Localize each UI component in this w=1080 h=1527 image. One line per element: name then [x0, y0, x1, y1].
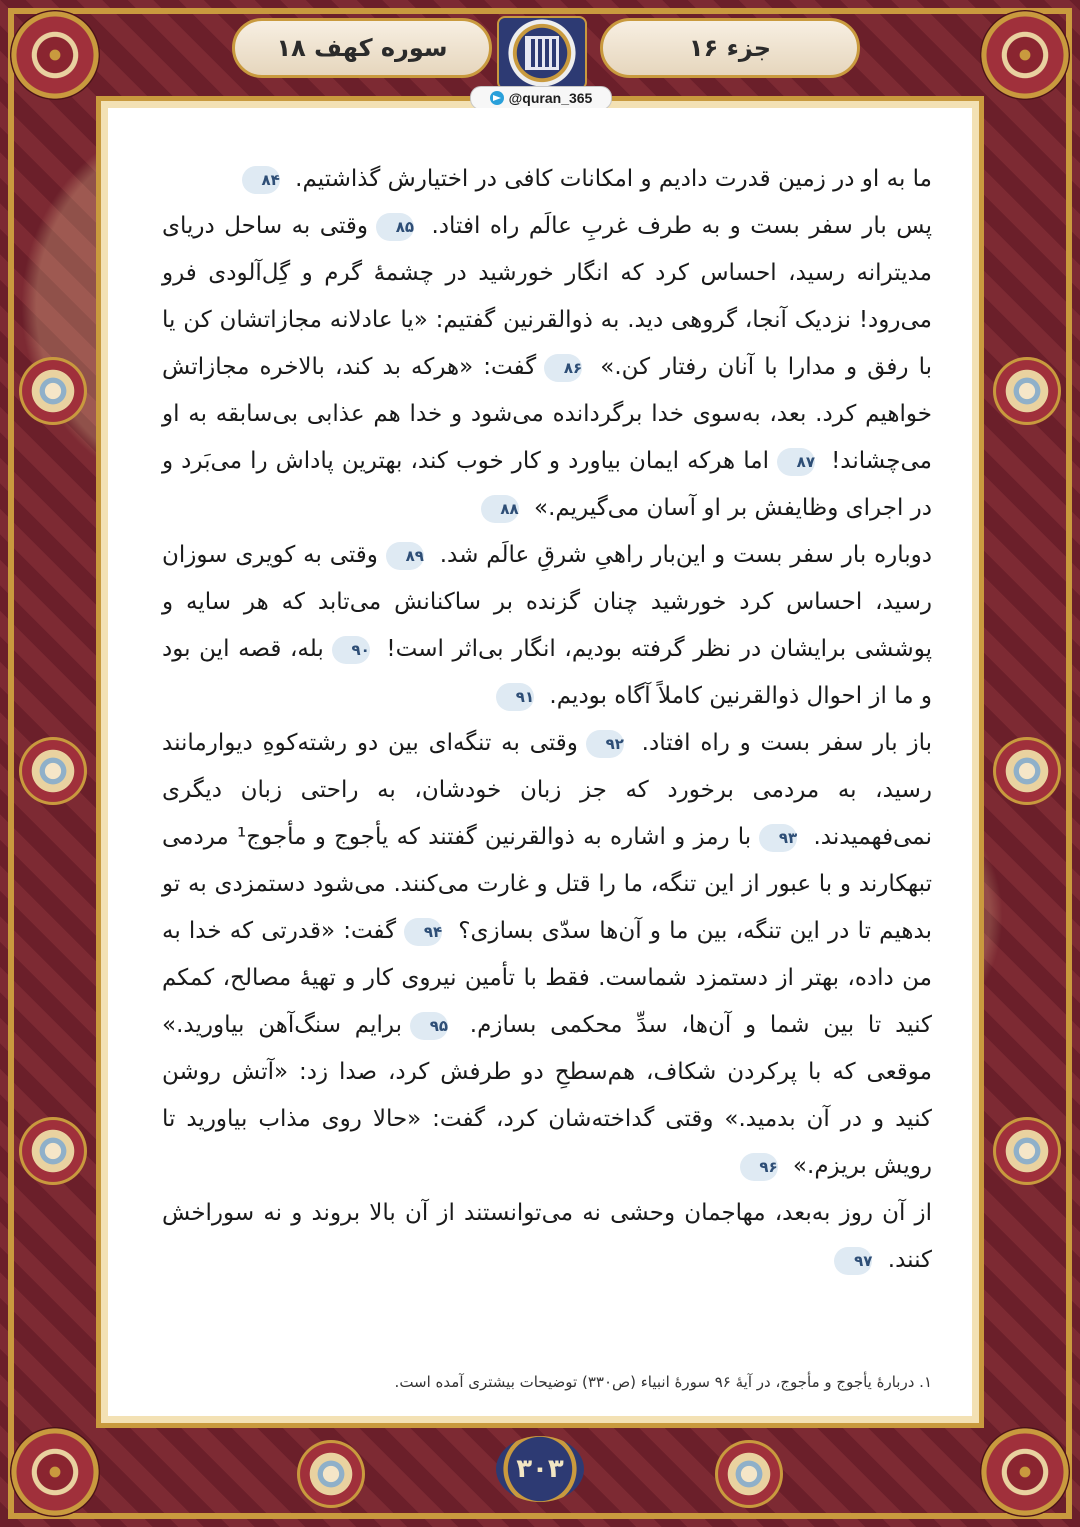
verse-text: وقتی به تنگه‌ای بین دو رشته‌کوهِ دیوارمانند رسید، به مردمی برخورد که جز زبان خودشان، به راحتی زبان دیگری نمی‌فهمیدند.	[162, 730, 933, 850]
footnote: ۱. دربارهٔ یأجوج و مأجوج، در آیهٔ ۹۶ سورهٔ انبیاء (ص۳۳۰) توضیحات بیشتری آمده است.	[394, 1373, 932, 1391]
ayah-number-badge: ۹۴	[404, 918, 442, 946]
paragraph	[162, 203, 932, 532]
ayah-number-badge: ۹۰	[332, 636, 370, 664]
verse-text: پس بار سفر بست و به طرف غربِ عالَم راه افتاد.	[422, 213, 932, 239]
verse-text: وقتی به کویری سوزان رسید، احساس کرد خورشید چنان گزنده بر ساکنانش می‌تابد که هر سایه و پوششی برایشان در نظر گرفته بودیم، انگار بی‌اثر است!	[162, 542, 932, 662]
border-medallion	[22, 360, 84, 422]
surah-name: سوره کهف ۱۸	[276, 34, 448, 62]
ayah-number-badge: ۹۱	[496, 683, 534, 711]
ayah-number-badge: ۹۶	[740, 1153, 778, 1181]
verse-text: وقتی به ساحل دریای مدیترانه رسید، احساس کرد که انگار خورشید در چشمهٔ گرم و گِل‌آلودی فرو می‌رود! نزدیک آنجا، گروهی دید. به ذوالقرنین گفتیم: «یا عادلانه مجازاتشان کن یا با رفق و مدارا با آنان رفتار کن.»	[162, 213, 932, 380]
handle-text: @quran_365	[508, 90, 593, 106]
verse-text: برایم سنگ‌آهن بیاورید.» موقعی که با پرکردن شکاف، هم‌سطحِ دو طرفش کرد، صدا زد: «آتش روشن کنید و در آن بدمید.» وقتی گداخته‌شان کرد، گفت: «حالا روی مذاب بیاورید تا رویش بریزم.»	[162, 1012, 932, 1179]
ayah-number-badge: ۹۲	[586, 730, 624, 758]
paragraph	[162, 1190, 932, 1284]
verse-text: اما هرکه ایمان بیاورد و کار خوب کند، بهترین پاداش را می‌بَرد و در اجرای وظایفش بر او آسان می‌گیریم.»	[162, 448, 932, 521]
border-medallion	[996, 360, 1058, 422]
corner-ornament-top-left	[10, 10, 100, 100]
paragraph	[162, 532, 932, 720]
telegram-handle[interactable]	[470, 86, 612, 110]
paragraph	[162, 156, 932, 203]
border-medallion	[718, 1443, 780, 1505]
surah-label	[232, 18, 492, 78]
ayah-number-badge: ۸۷	[777, 448, 815, 476]
verse-text: گفت: «قدرتی که خدا به من داده، بهتر از دستمزد شماست. فقط با تأمین نیروی کار و تهیهٔ مصالح، کمکم کنید تا بین شما و آن‌ها، سدِّ محکمی بسازم.	[162, 918, 932, 1038]
ayah-number-badge: ۸۹	[386, 542, 424, 570]
border-medallion	[22, 1120, 84, 1182]
ayah-number-badge: ۸۸	[481, 495, 519, 523]
kufic-emblem-icon	[497, 16, 587, 90]
border-medallion	[996, 740, 1058, 802]
juz-number: جزء ۱۶	[688, 34, 772, 62]
corner-ornament-bottom-right	[980, 1427, 1070, 1517]
verse-text: از آن روز به‌بعد، مهاجمان وحشی نه می‌توانستند از آن بالا بروند و نه سوراخش کنند.	[162, 1200, 932, 1273]
page-number-text: ۳۰۳	[516, 1454, 564, 1484]
text-panel	[108, 108, 972, 1416]
ayah-number-badge: ۹۳	[759, 824, 797, 852]
page-number	[496, 1436, 584, 1502]
verse-text: دوباره بار سفر بست و این‌بار راهیِ شرقِ عالَم شد.	[431, 542, 932, 568]
ayah-number-badge: ۸۶	[544, 354, 582, 382]
border-medallion	[996, 1120, 1058, 1182]
ayah-number-badge: ۹۵	[410, 1012, 448, 1040]
translation-body	[162, 156, 932, 1284]
ayah-number-badge: ۸۴	[242, 166, 280, 194]
corner-ornament-bottom-left	[10, 1427, 100, 1517]
corner-ornament-top-right	[980, 10, 1070, 100]
verse-text: بله، قصه این بود و ما از احوال ذوالقرنین کاملاً آگاه بودیم.	[162, 636, 932, 709]
verse-text: با رمز و اشاره به ذوالقرنین گفتند که یأجوج و مأجوج¹ مردمی تبهکارند و با عبور از این تنگه، ما را قتل و غارت می‌کنند. می‌شود دستمزدی به تو بدهیم تا در این تنگه، بین ما و آن‌ها سدّی بسازی؟	[162, 824, 932, 944]
telegram-icon	[490, 91, 504, 105]
ayah-number-badge: ۸۵	[376, 213, 414, 241]
border-medallion	[22, 740, 84, 802]
verse-text: ما به او در زمین قدرت دادیم و امکانات کافی در اختیارش گذاشتیم.	[287, 166, 932, 192]
juz-label	[600, 18, 860, 78]
border-medallion	[300, 1443, 362, 1505]
ayah-number-badge: ۹۷	[834, 1247, 872, 1275]
verse-text: گفت: «هرکه بد کند، بالاخره مجازاتش خواهیم کرد. بعد، به‌سوی خدا برگردانده می‌شود و خدا هم عذابی بی‌سابقه به او می‌چشاند!	[162, 354, 932, 474]
verse-text: باز بار سفر بست و راه افتاد.	[631, 730, 932, 756]
paragraph	[162, 720, 932, 1190]
